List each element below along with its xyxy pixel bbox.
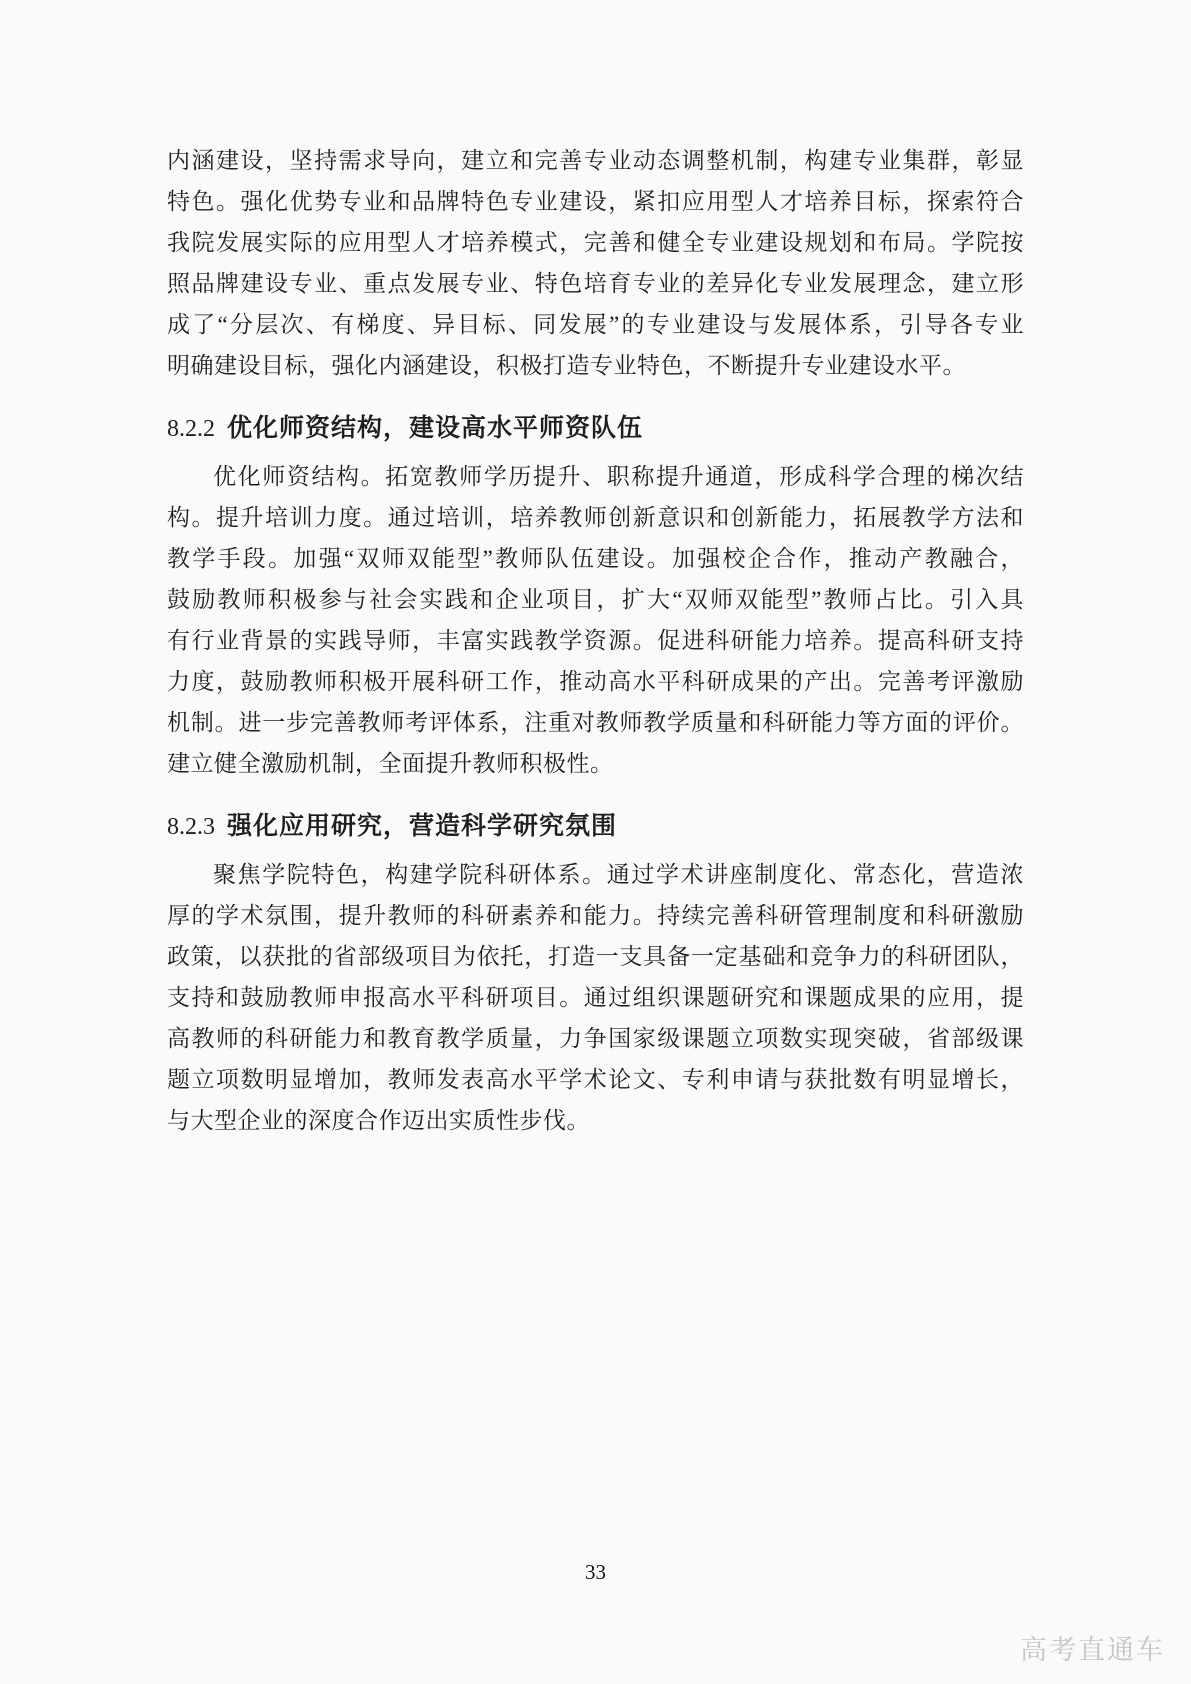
heading-number: 8.2.2: [167, 416, 215, 442]
body-paragraph-2: [167, 456, 1024, 784]
paragraph-line: 内涵建设，坚持需求导向，建立和完善专业动态调整机制，构建专业集群，彰显: [167, 148, 1024, 173]
paragraph-line: 题立项数明显增加，教师发表高水平学术论文、专利申请与获批数有明显增长，: [167, 1067, 1024, 1092]
heading-number: 8.2.3: [167, 814, 215, 840]
paragraph-line: 有行业背景的实践导师，丰富实践教学资源。促进科研能力培养。提高科研支持: [167, 628, 1024, 653]
paragraph-line: 高教师的科研能力和教育教学质量，力争国家级课题立项数实现突破，省部级课: [167, 1026, 1024, 1051]
paragraph-line: 与大型企业的深度合作迈出实质性步伐。: [167, 1108, 590, 1133]
body-paragraph-3: [167, 854, 1024, 1141]
paragraph-line: 成了“分层次、有梯度、异目标、同发展”的专业建设与发展体系，引导各专业: [167, 312, 1024, 337]
paragraph-line: 支持和鼓励教师申报高水平科研项目。通过组织课题研究和课题成果的应用，提: [167, 985, 1024, 1010]
heading-title: 强化应用研究，营造科学研究氛围: [227, 812, 618, 840]
watermark: 高考直通车: [1020, 1635, 1165, 1665]
paragraph-line: 厚的学术氛围，提升教师的科研素养和能力。持续完善科研管理制度和科研激励: [167, 903, 1024, 928]
paragraph-line: 优化师资结构。拓宽教师学历提升、职称提升通道，形成科学合理的梯次结: [213, 464, 1024, 489]
paragraph-line: 聚焦学院特色，构建学院科研体系。通过学术讲座制度化、常态化，营造浓: [213, 862, 1024, 887]
paragraph-line: 照品牌建设专业、重点发展专业、特色培育专业的差异化专业发展理念，建立形: [167, 271, 1024, 296]
paragraph-line: 建立健全激励机制，全面提升教师积极性。: [167, 751, 614, 776]
body-paragraph-1: [167, 140, 1024, 386]
paragraph-line: 我院发展实际的应用型人才培养模式，完善和健全专业建设规划和布局。学院按: [167, 230, 1024, 255]
page-content: [167, 140, 1024, 1141]
page-number: 33: [585, 1560, 606, 1584]
heading-title: 优化师资结构，建设高水平师资队伍: [227, 414, 644, 442]
paragraph-line: 构。提升培训力度。通过培训，培养教师创新意识和创新能力，拓展教学方法和: [167, 505, 1024, 530]
paragraph-line: 明确建设目标，强化内涵建设，积极打造专业特色，不断提升专业建设水平。: [167, 353, 966, 378]
paragraph-line: 政策，以获批的省部级项目为依托，打造一支具备一定基础和竞争力的科研团队，: [167, 944, 1024, 969]
paragraph-line: 机制。进一步完善教师考评体系，注重对教师教学质量和科研能力等方面的评价。: [167, 710, 1024, 735]
paragraph-line: 力度，鼓励教师积极开展科研工作，推动高水平科研成果的产出。完善考评激励: [167, 669, 1024, 694]
paragraph-line: 特色。强化优势专业和品牌特色专业建设，紧扣应用型人才培养目标，探索符合: [167, 189, 1024, 214]
paragraph-line: 鼓励教师积极参与社会实践和企业项目，扩大“双师双能型”教师占比。引入具: [167, 587, 1024, 612]
section-heading-8-2-3: [167, 806, 1024, 850]
section-heading-8-2-2: [167, 408, 1024, 452]
paragraph-line: 教学手段。加强“双师双能型”教师队伍建设。加强校企合作，推动产教融合，: [167, 546, 1024, 571]
